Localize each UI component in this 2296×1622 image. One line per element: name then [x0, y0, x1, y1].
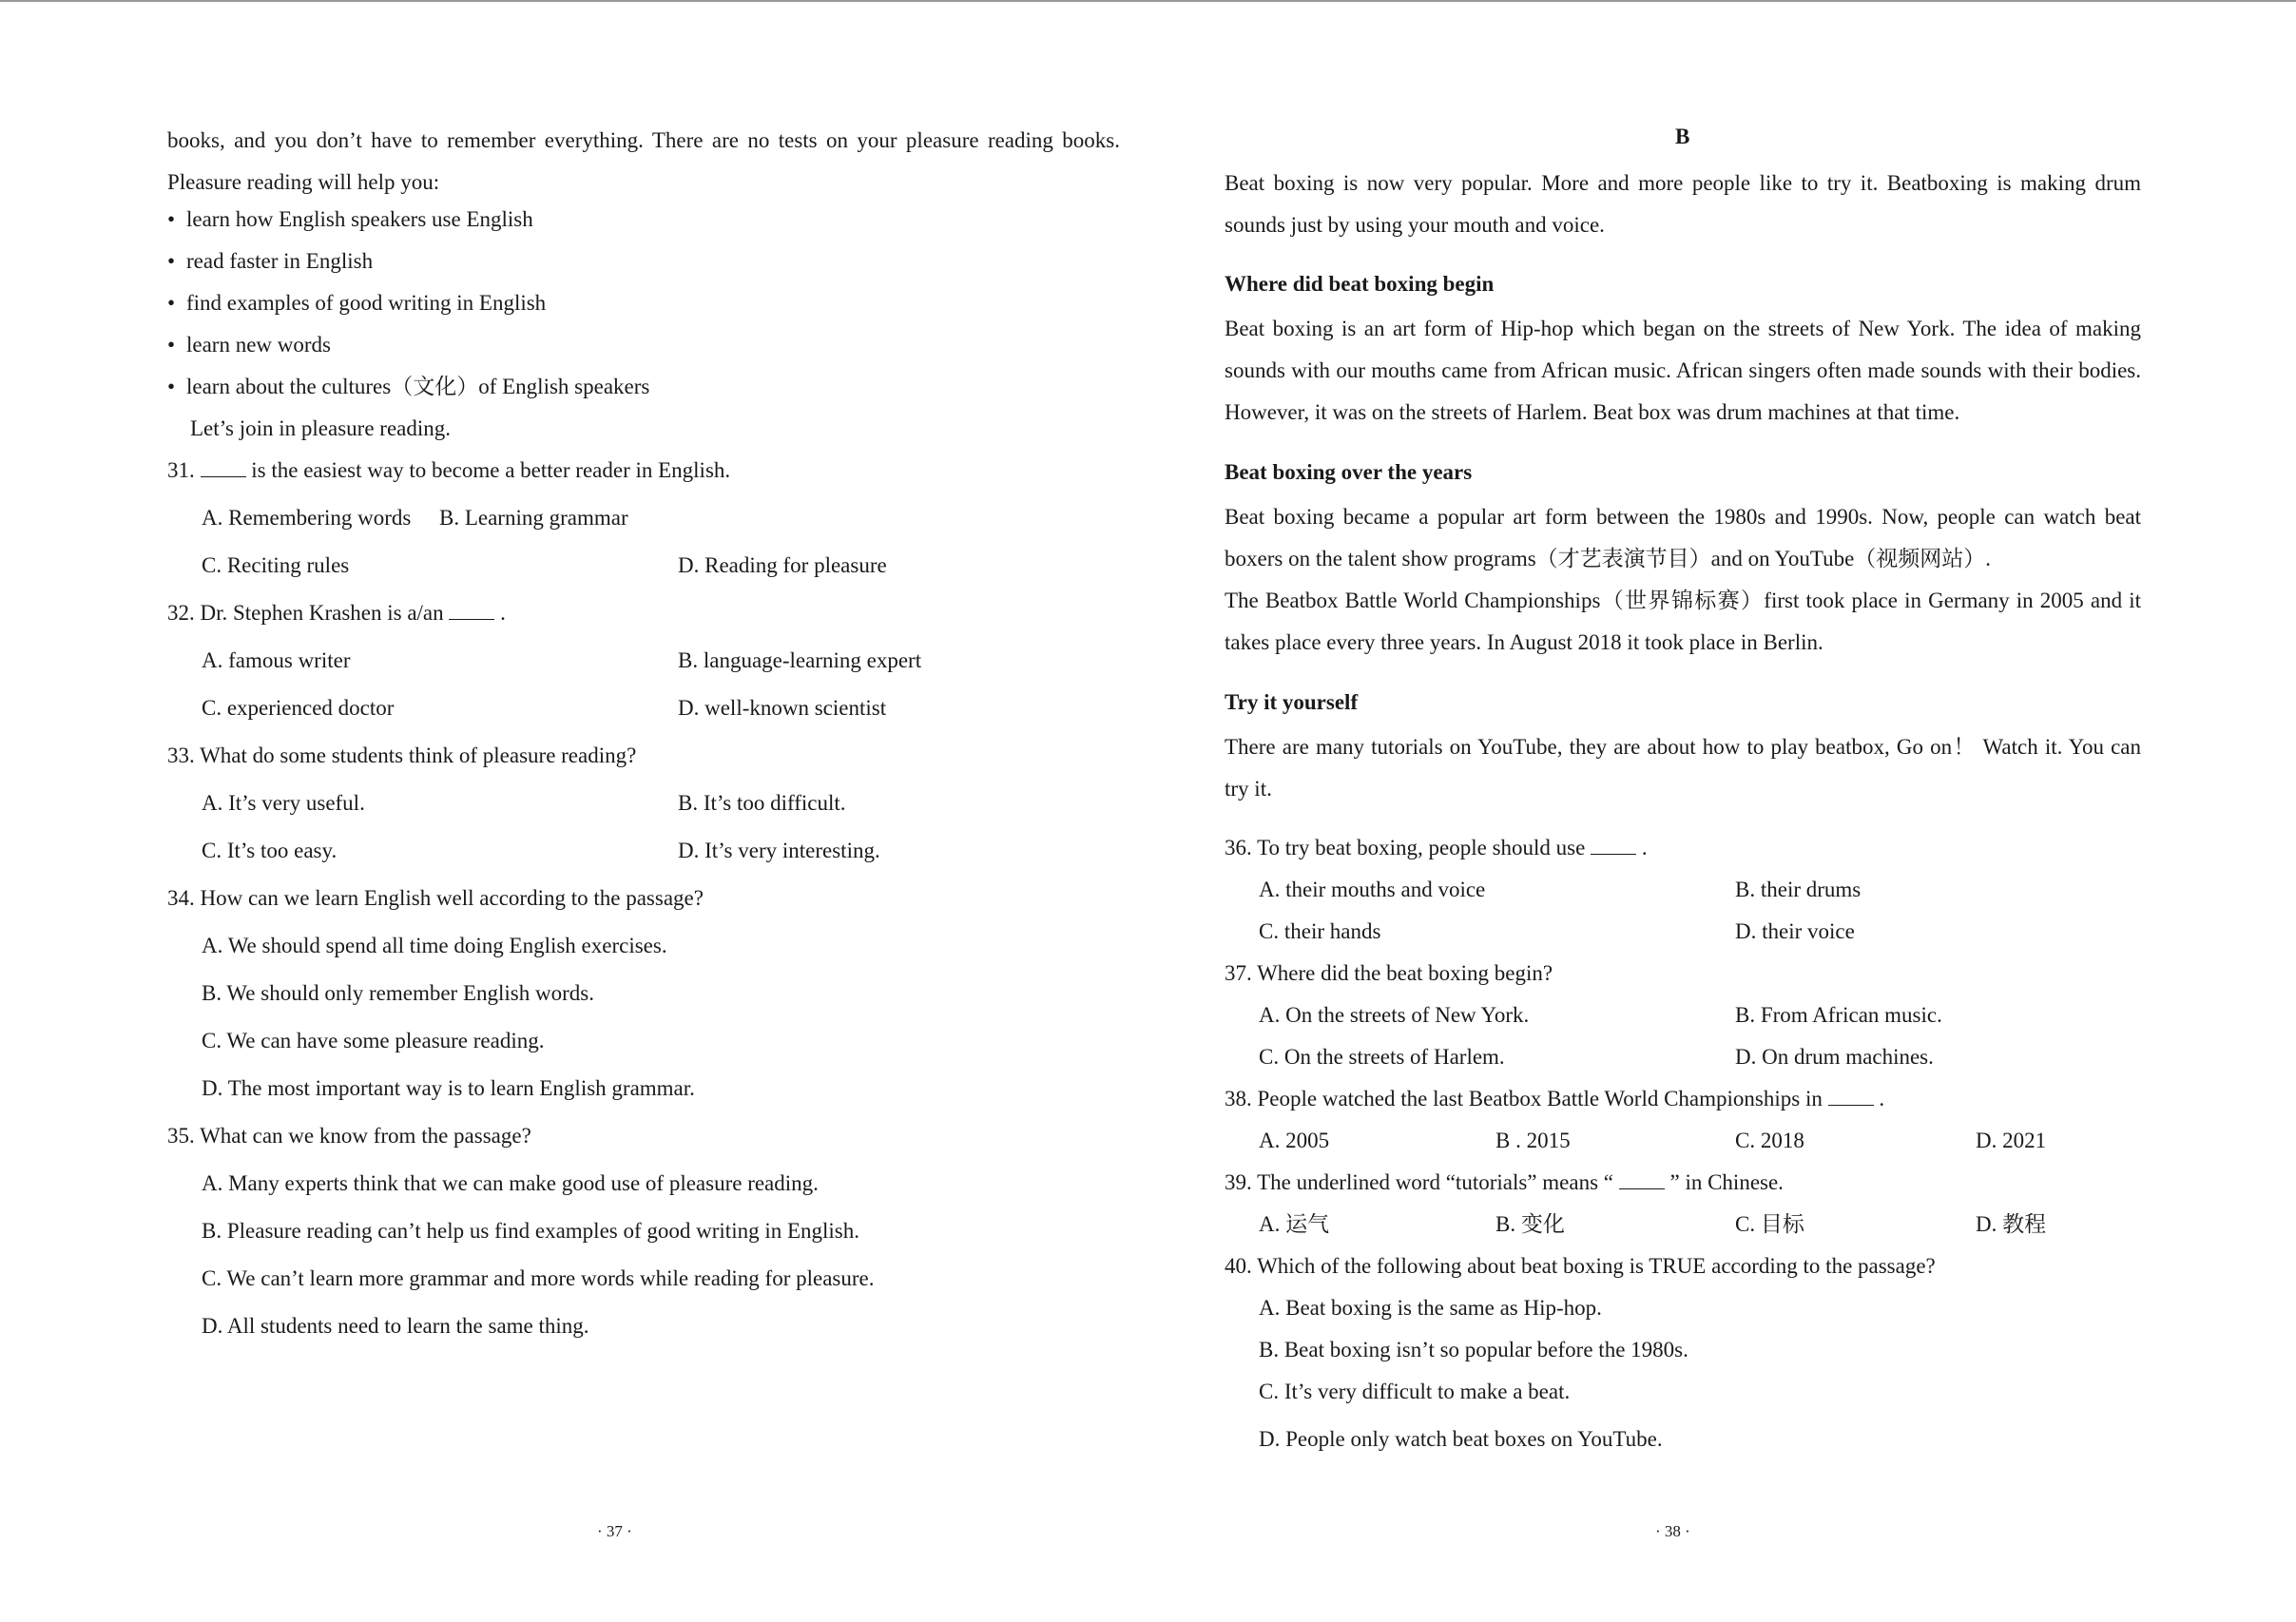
option-36a: A. their mouths and voice	[1259, 878, 1486, 901]
option-33c: C. It’s too easy.	[202, 839, 338, 862]
heading-over-the-years: Beat boxing over the years	[1225, 460, 1473, 484]
answer-blank	[1591, 837, 1636, 855]
option-34d: D. The most important way is to learn English grammar.	[202, 1076, 695, 1100]
option-37d: D. On drum machines.	[1735, 1045, 1934, 1069]
answer-blank	[201, 459, 246, 477]
option-32c: C. experienced doctor	[202, 696, 395, 720]
option-38d: D. 2021	[1976, 1129, 2047, 1152]
option-37a: A. On the streets of New York.	[1259, 1003, 1530, 1027]
answer-blank	[449, 602, 494, 620]
option-36b: B. their drums	[1735, 878, 1862, 901]
option-34a: A. We should spend all time doing English exercises.	[202, 934, 667, 957]
paragraph-championships: The Beatbox Battle World Championships（世界锦标赛）first took place in Germany in 2005 and it takes place every three years. In August 2018 it took place in Berlin.	[1225, 589, 2141, 654]
bullet-item: • read faster in English	[167, 249, 374, 273]
bullet-item: • learn how English speakers use English	[167, 207, 533, 231]
paragraph-origin: Beat boxing is an art form of Hip-hop which began on the streets of New York. The idea of making sounds with our mouths came from African music. African singers often made sounds with their bodies. However, it was on the streets of Harlem. Beat box was drum machines at that time.	[1225, 317, 2141, 424]
question-37: 37. Where did the beat boxing begin?	[1225, 961, 1553, 985]
option-31c: C. Reciting rules	[202, 553, 350, 577]
option-38b: B . 2015	[1495, 1129, 1571, 1152]
section-letter: B	[1675, 125, 1690, 148]
option-36c: C. their hands	[1259, 919, 1381, 943]
option-40c: C. It’s very difficult to make a beat.	[1259, 1380, 1571, 1403]
intro-paragraph: Beat boxing is now very popular. More and more people like to try it. Beatboxing is making drum sounds just by using your mouth and voice.	[1225, 171, 2141, 237]
closing-line: Let’s join in pleasure reading.	[190, 416, 452, 440]
option-32d: D. well-known scientist	[678, 696, 887, 720]
top-border	[0, 0, 2296, 2]
option-33b: B. It’s too difficult.	[678, 791, 846, 815]
bullet-item: • learn about the cultures（文化）of English speakers	[167, 375, 650, 398]
option-35a: A. Many experts think that we can make good use of pleasure reading.	[202, 1171, 819, 1195]
answer-blank	[1619, 1171, 1665, 1189]
answer-blank	[1828, 1088, 1874, 1106]
option-32b: B. language-learning expert	[678, 648, 922, 672]
question-35: 35. What can we know from the passage?	[167, 1124, 531, 1148]
option-31a: A. Remembering words	[202, 506, 412, 530]
option-31d: D. Reading for pleasure	[678, 553, 887, 577]
question-39: 39. The underlined word “tutorials” means “ ” in Chinese.	[1225, 1170, 1784, 1194]
bullet-item: • learn new words	[167, 333, 332, 357]
option-40d: D. People only watch beat boxes on YouTube.	[1259, 1427, 1663, 1451]
intro-paragraph: books, and you don’t have to remember everything. There are no tests on your pleasure reading books. Pleasure reading will help you:	[167, 128, 1120, 194]
question-36: 36. To try beat boxing, people should use .	[1225, 836, 1648, 859]
heading-try-it: Try it yourself	[1225, 690, 1359, 714]
option-35b: B. Pleasure reading can’t help us find examples of good writing in English.	[202, 1219, 859, 1243]
option-32a: A. famous writer	[202, 648, 351, 672]
option-34b: B. We should only remember English words.	[202, 981, 594, 1005]
question-34: 34. How can we learn English well according to the passage?	[167, 886, 704, 910]
page-number-37: · 37 ·	[597, 1522, 632, 1540]
option-31b: B. Learning grammar	[439, 506, 628, 530]
bullet-item: • find examples of good writing in English	[167, 291, 547, 315]
option-39d: D. 教程	[1976, 1212, 2047, 1236]
option-40b: B. Beat boxing isn’t so popular before the 1980s.	[1259, 1338, 1688, 1361]
option-37b: B. From African music.	[1735, 1003, 1942, 1027]
option-35c: C. We can’t learn more grammar and more words while reading for pleasure.	[202, 1266, 875, 1290]
question-40: 40. Which of the following about beat boxing is TRUE according to the passage?	[1225, 1254, 1936, 1278]
option-35d: D. All students need to learn the same thing.	[202, 1314, 589, 1338]
option-38a: A. 2005	[1259, 1129, 1330, 1152]
option-33d: D. It’s very interesting.	[678, 839, 880, 862]
option-39a: A. 运气	[1259, 1212, 1330, 1236]
page-number-38: · 38 ·	[1655, 1522, 1690, 1540]
option-33a: A. It’s very useful.	[202, 791, 365, 815]
option-34c: C. We can have some pleasure reading.	[202, 1029, 545, 1052]
option-38c: C. 2018	[1735, 1129, 1804, 1152]
question-38: 38. People watched the last Beatbox Battle World Championships in .	[1225, 1087, 1885, 1110]
option-40a: A. Beat boxing is the same as Hip-hop.	[1259, 1296, 1602, 1320]
option-39c: C. 目标	[1735, 1212, 1804, 1236]
question-33: 33. What do some students think of pleasure reading?	[167, 743, 637, 767]
question-32: 32. Dr. Stephen Krashen is a/an .	[167, 601, 506, 625]
option-39b: B. 变化	[1495, 1212, 1565, 1236]
question-31: 31. is the easiest way to become a better reader in English.	[167, 458, 731, 482]
heading-where-begin: Where did beat boxing begin	[1225, 272, 1495, 296]
paragraph-popularity: Beat boxing became a popular art form between the 1980s and 1990s. Now, people can watch beat boxers on the talent show programs（才艺表演节目）and on YouTube（视频网站）.	[1225, 505, 2141, 570]
option-37c: C. On the streets of Harlem.	[1259, 1045, 1505, 1069]
paragraph-tutorials: There are many tutorials on YouTube, they are about how to play beatbox, Go on！ Watch it. You can try it.	[1225, 735, 2141, 801]
option-36d: D. their voice	[1735, 919, 1855, 943]
